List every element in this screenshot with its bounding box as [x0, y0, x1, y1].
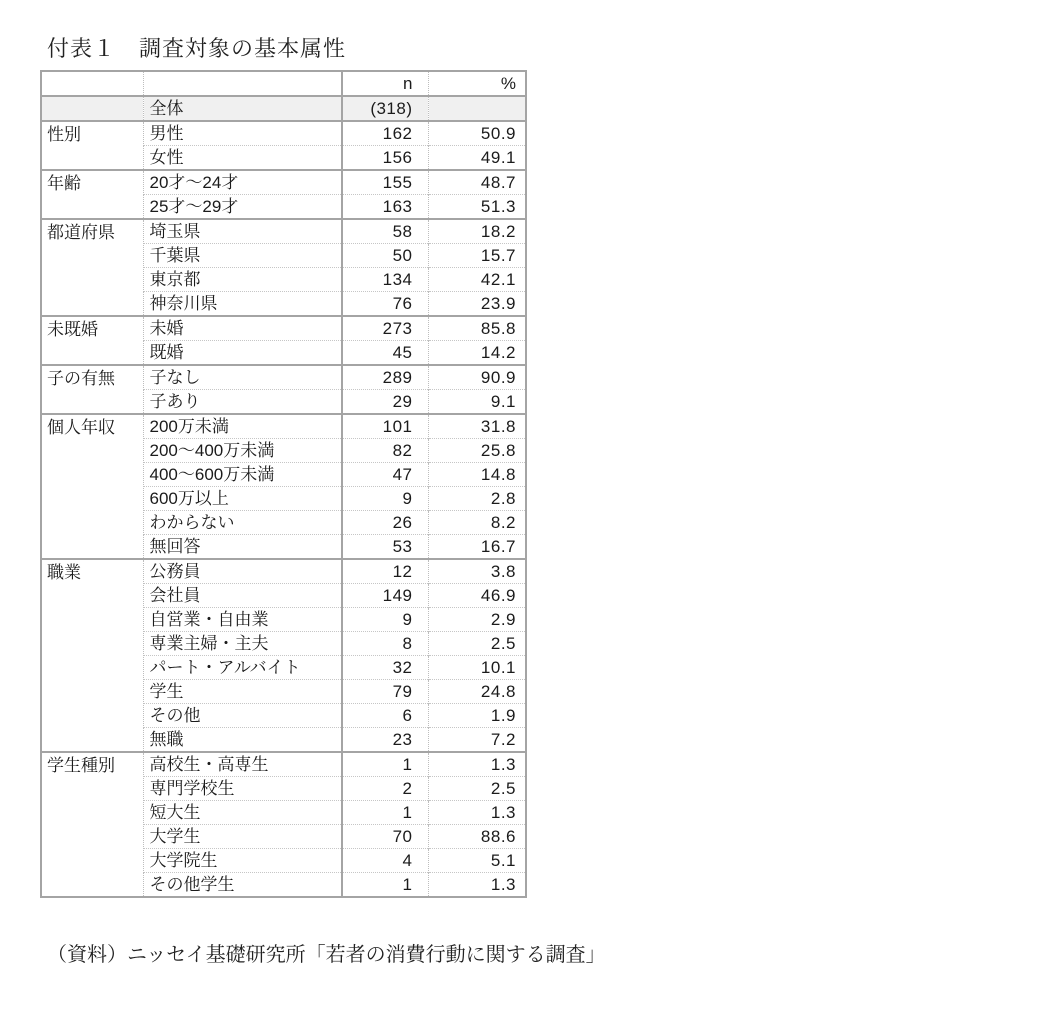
n-cell: 23: [342, 728, 428, 753]
header-row: [41, 71, 526, 96]
pct-cell: 14.2: [428, 341, 526, 366]
label-cell: 女性: [143, 146, 342, 171]
label-cell: 高校生・高専生: [143, 752, 342, 777]
category-cell: 都道府県: [41, 219, 143, 316]
pct-cell: 50.9: [428, 121, 526, 146]
label-cell: パート・アルバイト: [143, 656, 342, 680]
pct-cell: 15.7: [428, 244, 526, 268]
pct-cell: 90.9: [428, 365, 526, 390]
n-cell: 9: [342, 487, 428, 511]
pct-cell: 31.8: [428, 414, 526, 439]
pct-cell: 2.9: [428, 608, 526, 632]
n-cell: 70: [342, 825, 428, 849]
pct-cell: 48.7: [428, 170, 526, 195]
n-cell: 29: [342, 390, 428, 415]
pct-cell: 25.8: [428, 439, 526, 463]
pct-cell: 46.9: [428, 584, 526, 608]
table-row: [41, 219, 526, 244]
label-cell: 短大生: [143, 801, 342, 825]
table-title: 付表１ 調査対象の基本属性: [47, 36, 347, 61]
n-cell: 162: [342, 121, 428, 146]
n-cell: 12: [342, 559, 428, 584]
n-cell: 134: [342, 268, 428, 292]
pct-cell: 1.3: [428, 801, 526, 825]
n-cell: 289: [342, 365, 428, 390]
label-cell: 未婚: [143, 316, 342, 341]
pct-cell: 5.1: [428, 849, 526, 873]
label-cell: 200万未満: [143, 414, 342, 439]
label-cell: その他学生: [143, 873, 342, 898]
pct-cell: 2.8: [428, 487, 526, 511]
pct-cell: 8.2: [428, 511, 526, 535]
col-header-n: n: [342, 71, 428, 96]
n-cell: 1: [342, 752, 428, 777]
overall-empty-cell: [41, 96, 143, 121]
n-cell: 82: [342, 439, 428, 463]
label-cell: 学生: [143, 680, 342, 704]
n-cell: 50: [342, 244, 428, 268]
n-cell: 273: [342, 316, 428, 341]
pct-cell: 2.5: [428, 777, 526, 801]
n-cell: 9: [342, 608, 428, 632]
pct-cell: 1.3: [428, 873, 526, 898]
pct-cell: 10.1: [428, 656, 526, 680]
label-cell: 男性: [143, 121, 342, 146]
pct-cell: 51.3: [428, 195, 526, 220]
n-cell: 4: [342, 849, 428, 873]
label-cell: 子なし: [143, 365, 342, 390]
n-cell: 155: [342, 170, 428, 195]
pct-cell: 18.2: [428, 219, 526, 244]
label-cell: 子あり: [143, 390, 342, 415]
n-cell: 6: [342, 704, 428, 728]
table-row: [41, 752, 526, 777]
header-empty-cell-label: [143, 71, 342, 96]
label-cell: 埼玉県: [143, 219, 342, 244]
pct-cell: 49.1: [428, 146, 526, 171]
label-cell: 20才～24才: [143, 170, 342, 195]
category-cell: 個人年収: [41, 414, 143, 559]
label-cell: 千葉県: [143, 244, 342, 268]
pct-cell: 1.3: [428, 752, 526, 777]
pct-cell: 1.9: [428, 704, 526, 728]
label-cell: 無職: [143, 728, 342, 753]
overall-n: (318): [342, 96, 428, 121]
table-row: [41, 316, 526, 341]
n-cell: 2: [342, 777, 428, 801]
label-cell: 公務員: [143, 559, 342, 584]
table-row: [41, 414, 526, 439]
label-cell: 無回答: [143, 535, 342, 560]
label-cell: 神奈川県: [143, 292, 342, 317]
pct-cell: 88.6: [428, 825, 526, 849]
label-cell: 600万以上: [143, 487, 342, 511]
overall-label: 全体: [143, 96, 342, 121]
label-cell: 25才～29才: [143, 195, 342, 220]
pct-cell: 23.9: [428, 292, 526, 317]
label-cell: わからない: [143, 511, 342, 535]
n-cell: 26: [342, 511, 428, 535]
n-cell: 79: [342, 680, 428, 704]
n-cell: 163: [342, 195, 428, 220]
pct-cell: 24.8: [428, 680, 526, 704]
table-row: [41, 121, 526, 146]
label-cell: 専業主婦・主夫: [143, 632, 342, 656]
label-cell: 400～600万未満: [143, 463, 342, 487]
source-note: （資料）ニッセイ基礎研究所「若者の消費行動に関する調査」: [47, 944, 606, 966]
category-cell: 学生種別: [41, 752, 143, 897]
table-row: [41, 365, 526, 390]
category-cell: 年齢: [41, 170, 143, 219]
pct-cell: 16.7: [428, 535, 526, 560]
overall-row: [41, 96, 526, 121]
table-row: [41, 170, 526, 195]
n-cell: 32: [342, 656, 428, 680]
label-cell: その他: [143, 704, 342, 728]
category-cell: 未既婚: [41, 316, 143, 365]
pct-cell: 85.8: [428, 316, 526, 341]
label-cell: 大学院生: [143, 849, 342, 873]
label-cell: 東京都: [143, 268, 342, 292]
pct-cell: 42.1: [428, 268, 526, 292]
n-cell: 58: [342, 219, 428, 244]
pct-cell: 14.8: [428, 463, 526, 487]
n-cell: 76: [342, 292, 428, 317]
n-cell: 8: [342, 632, 428, 656]
label-cell: 専門学校生: [143, 777, 342, 801]
label-cell: 会社員: [143, 584, 342, 608]
col-header-pct: %: [500, 74, 516, 93]
n-cell: 156: [342, 146, 428, 171]
label-cell: 大学生: [143, 825, 342, 849]
pct-cell: 7.2: [428, 728, 526, 753]
table-row: [41, 559, 526, 584]
category-cell: 性別: [41, 121, 143, 170]
n-cell: 101: [342, 414, 428, 439]
n-cell: 45: [342, 341, 428, 366]
pct-cell: 2.5: [428, 632, 526, 656]
header-empty-cell-category: [41, 71, 143, 96]
attributes-table: [40, 70, 527, 898]
n-cell: 1: [342, 873, 428, 898]
pct-cell: 3.8: [428, 559, 526, 584]
n-cell: 149: [342, 584, 428, 608]
overall-pct: [428, 96, 526, 121]
pct-cell: 9.1: [428, 390, 526, 415]
label-cell: 200～400万未満: [143, 439, 342, 463]
label-cell: 既婚: [143, 341, 342, 366]
n-cell: 1: [342, 801, 428, 825]
category-cell: 職業: [41, 559, 143, 752]
label-cell: 自営業・自由業: [143, 608, 342, 632]
n-cell: 47: [342, 463, 428, 487]
n-cell: 53: [342, 535, 428, 560]
category-cell: 子の有無: [41, 365, 143, 414]
